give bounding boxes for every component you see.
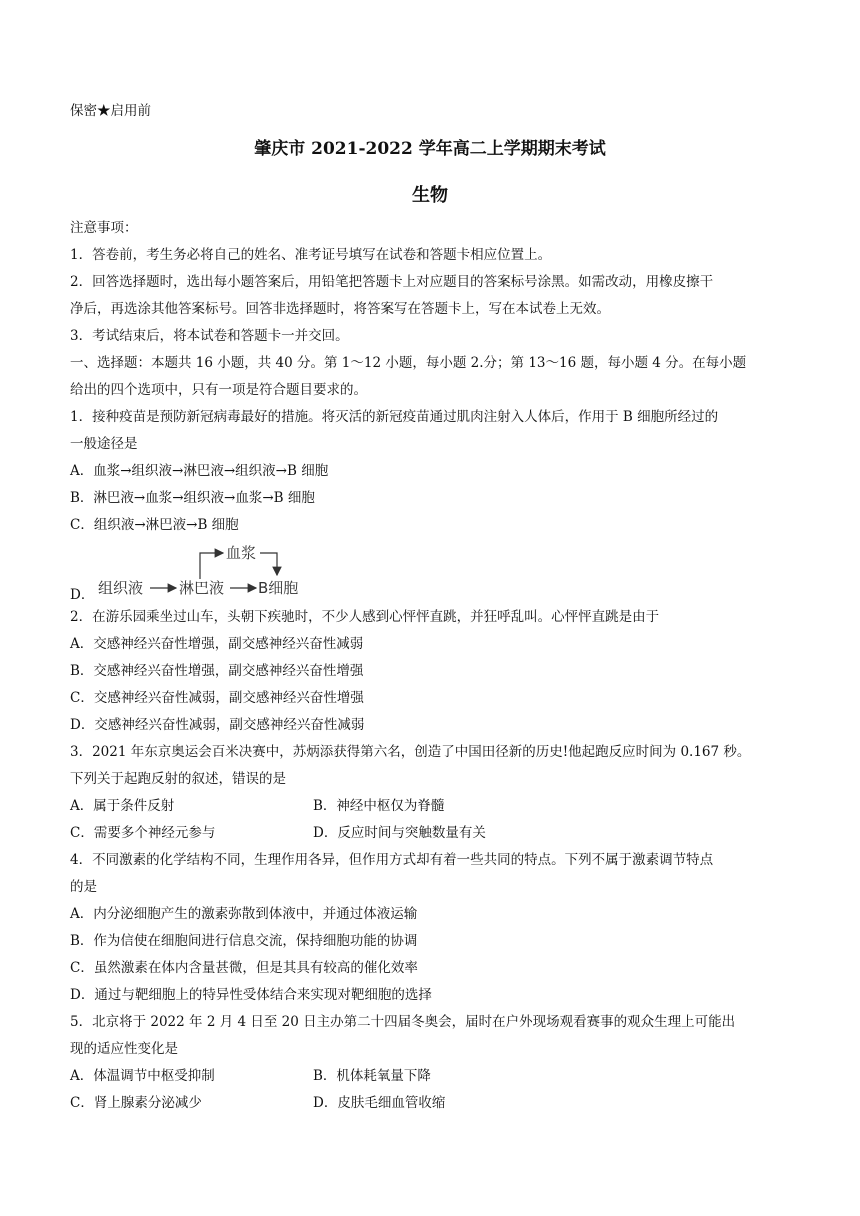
diagram-arrow [200,553,223,579]
q3-option-a: A．属于条件反射 [70,798,175,814]
diagram-node-tissue-fluid: 组织液 [98,579,144,597]
q4-stem: 4．不同激素的化学结构不同，生理作用各异，但作用方式却有着一些共同的特点。下列不属于激素调节特点 [70,852,714,868]
q5-option-a: A．体温调节中枢受抑制 [70,1068,215,1084]
q1-stem: 1．接种疫苗是预防新冠病毒最好的措施。将灭活的新冠疫苗通过肌肉注射入人体后，作用于 B 细胞所经过的 [70,409,719,425]
q5-stem: 现的适应性变化是 [70,1041,178,1057]
q1-option-b: B．淋巴液→血浆→组织液→血浆→B 细胞 [70,490,315,506]
diagram-node-plasma: 血浆 [226,544,257,562]
q2-option-b: B．交感神经兴奋性增强，副交感神经兴奋性增强 [70,663,364,679]
q5-stem: 5．北京将于 2022 年 2 月 4 日至 20 日主办第二十四届冬奥会，届时在户外现场观看赛事的观众生理上可能出 [70,1014,736,1030]
q3-option-c: C．需要多个神经元参与 [70,825,216,841]
q2-option-d: D．交感神经兴奋性减弱，副交感神经兴奋性减弱 [70,717,365,733]
confidential-label: 保密★启用前 [70,103,151,119]
notes-heading: 注意事项： [70,220,138,236]
q4-option-b: B．作为信使在细胞间进行信息交流，保持细胞功能的协调 [70,933,418,949]
q4-option-c: C．虽然激素在体内含量甚微，但是其具有较高的催化效率 [70,960,418,976]
q1-stem: 一般途径是 [70,436,138,452]
exam-title: 肇庆市 2021-2022 学年高二上学期期末考试 [254,139,606,159]
q4-option-a: A．内分泌细胞产生的激素弥散到体液中，并通过体液运输 [70,906,418,922]
q5-option-d: D．皮肤毛细血管收缩 [313,1095,446,1111]
diagram-node-lymph: 淋巴液 [179,579,225,597]
note-item: 2．回答选择题时，选出每小题答案后，用铅笔把答题卡上对应题目的答案标号涂黑。如需改动，用橡皮擦干 [70,274,714,290]
flow-diagram [70,543,310,603]
q1-option-d-label: D． [70,587,95,603]
q4-option-d: D．通过与靶细胞上的特异性受体结合来实现对靶细胞的选择 [70,987,432,1003]
q3-option-d: D．反应时间与突触数量有关 [313,825,486,841]
q2-stem: 2．在游乐园乘坐过山车，头朝下疾驰时，不少人感到心怦怦直跳，并狂呼乱叫。心怦怦直跳是由于 [70,609,660,625]
q3-stem: 3．2021 年东京奥运会百米决赛中，苏炳添获得第六名，创造了中国田径新的历史!他起跑反应时间为 0.167 秒。 [70,744,751,760]
diagram-arrow [260,553,277,575]
q3-stem: 下列关于起跑反射的叙述，错误的是 [70,771,286,787]
q5-option-c: C．肾上腺素分泌减少 [70,1095,202,1111]
section-instructions: 一、选择题：本题共 16 小题，共 40 分。第 1～12 小题，每小题 2.分；第 13～16 题，每小题 4 分。在每小题 [70,355,747,371]
q1-option-d-diagram [70,543,310,603]
note-item: 1．答卷前，考生务必将自己的姓名、准考证号填写在试卷和答题卡相应位置上。 [70,247,552,263]
note-item: 净后，再选涂其他答案标号。回答非选择题时，将答案写在答题卡上，写在本试卷上无效。 [70,301,610,317]
section-instructions: 给出的四个选项中，只有一项是符合题目要求的。 [70,382,367,398]
q2-option-a: A．交感神经兴奋性增强，副交感神经兴奋性减弱 [70,636,364,652]
diagram-node-b-cell: B细胞 [258,579,299,597]
q4-stem: 的是 [70,879,97,895]
q1-option-a: A．血浆→组织液→淋巴液→组织液→B 细胞 [70,463,329,479]
q5-option-b: B．机体耗氧量下降 [313,1068,431,1084]
subject-title: 生物 [412,185,448,206]
q3-option-b: B．神经中枢仅为脊髓 [313,798,445,814]
q1-option-c: C．组织液→淋巴液→B 细胞 [70,517,239,533]
note-item: 3．考试结束后，将本试卷和答题卡一并交回。 [70,328,349,344]
q2-option-c: C．交感神经兴奋性减弱，副交感神经兴奋性增强 [70,690,364,706]
